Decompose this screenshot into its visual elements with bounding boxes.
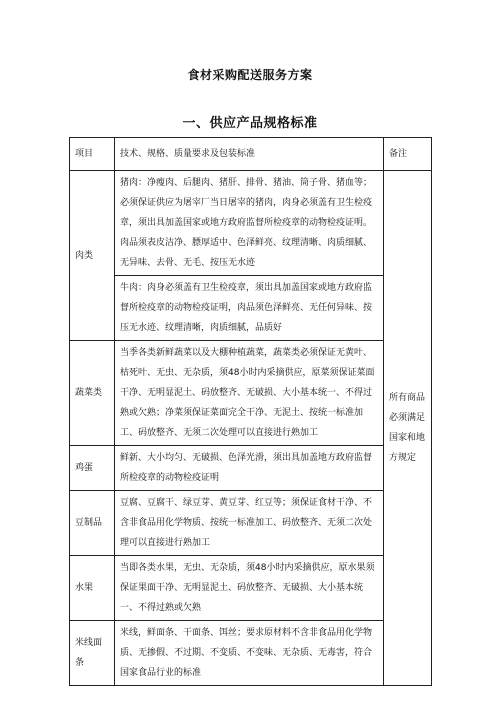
row-content: 米线，鲜面条、干面条、饵丝；要求原材料不含非食品用化学物质、无掺假、不过期、不变质、不变味、无杂质、无毒害，符合国家食品行业的标准	[115, 621, 384, 686]
row-category: 肉类	[70, 171, 115, 341]
row-category: 豆制品	[70, 491, 115, 556]
row-content: 豆腐、豆腐干、绿豆芽、黄豆芽、红豆等；须保证食材干净、不含非食品用化学物质、按统一标准加工、码放整齐、无须二次处理可以直接进行熟加工	[115, 491, 384, 556]
remark-cell: 所有商品必须满足国家和地方规定	[384, 171, 432, 686]
table-row	[70, 446, 432, 491]
table-row	[70, 276, 432, 341]
table-row	[70, 491, 432, 556]
row-category: 水果	[70, 556, 115, 621]
spec-table	[69, 137, 432, 686]
row-content: 当即各类水果，无虫、无杂质，须48小时内采摘供应，原水果须保证果面干净、无明显泥土、码放整齐、无破损、大小基本统一、不得过熟或欠熟	[115, 556, 384, 621]
row-category: 鸡蛋	[70, 446, 115, 491]
header-remark: 备注	[384, 138, 432, 171]
row-content: 当季各类新鲜蔬菜以及大棚种植蔬菜，蔬菜类必须保证无黄叶、枯死叶、无虫、无杂质，须48小时内采摘供应，原菜须保证菜面干净、无明显泥土、码放整齐、无破损、大小基本统一、不得过熟或欠熟；净菜须保证菜面完全干净、无泥土、按统一标准加工、码放整齐、无须二次处理可以直接进行熟加工	[115, 341, 384, 446]
table-header-row	[70, 138, 432, 171]
document-title: 食材采购配送服务方案	[187, 68, 313, 82]
table-row	[70, 621, 432, 686]
section-title: 一、供应产品规格标准	[182, 116, 318, 131]
header-spec: 技术、规格、质量要求及包装标准	[115, 138, 384, 171]
row-content: 鲜新、大小均匀、无破损、色泽光滑，须出具加盖地方政府监督所检疫章的动物检疫证明	[115, 446, 384, 491]
table-row	[70, 341, 432, 446]
header-item: 项目	[70, 138, 115, 171]
row-category: 蔬菜类	[70, 341, 115, 446]
table-row	[70, 556, 432, 621]
row-content: 牛肉：肉身必须盖有卫生检疫章，须出具加盖国家或地方政府监督所检疫章的动物检疫证明，肉品须色泽鲜亮、无任何异味、按压无水迹、纹理清晰，肉质细腻，品质好	[115, 276, 384, 341]
row-content: 猪肉：净瘦肉、后腿肉、猪肝、排骨、猪油、筒子骨、猪血等；必须保证供应为屠宰厂当日屠宰的猪肉，肉身必须盖有卫生检疫章，须出具加盖国家或地方政府监督所检疫章的动物检疫证明。肉品须表皮洁净、膘厚适中、色泽鲜亮、纹理清晰、肉质细腻、无异味、去骨、无毛、按压无水迹	[115, 171, 384, 276]
row-category: 米线面条	[70, 621, 115, 686]
table-row	[70, 171, 432, 276]
